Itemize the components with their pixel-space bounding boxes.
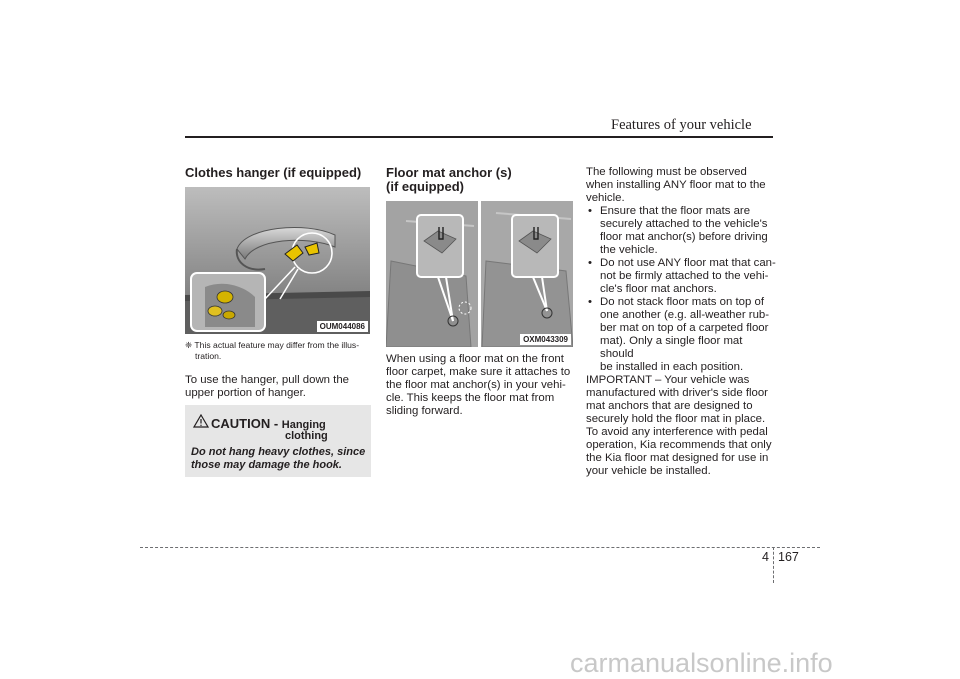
text-line: securely hold the floor mat in place. (586, 413, 766, 425)
text-line: Do not hang heavy clothes, since (191, 446, 366, 458)
text-line: To avoid any interference with pedal (586, 426, 768, 438)
floor-mat-instructions (586, 166, 776, 478)
caution-subject-line-2: clothing (285, 430, 328, 442)
text-line: • Ensure that the floor mats are (600, 205, 751, 217)
text-line: your vehicle be installed. (586, 465, 711, 477)
clothes-hanger-heading: Clothes hanger (if equipped) (185, 165, 362, 180)
caution-box (185, 405, 371, 477)
bullet-item (586, 205, 776, 257)
text-line: not be firmly attached to the vehi- (600, 270, 769, 282)
footer-dashed-rule (140, 547, 820, 548)
text-line: the Kia floor mat designed for use in (586, 452, 769, 464)
important-paragraph (586, 374, 776, 478)
text-line: be installed in each position. (600, 361, 744, 373)
clothes-hanger-illustration (185, 187, 370, 334)
caution-text (191, 446, 365, 471)
floor-mat-illustration (386, 201, 573, 347)
clothes-hanger-paragraph (185, 374, 371, 400)
text-line: sliding forward. (386, 405, 463, 417)
caution-label: CAUTION - (211, 416, 282, 431)
text-line: securely attached to the vehicle's (600, 218, 768, 230)
text-line: When using a floor mat on the front (386, 353, 564, 365)
warning-triangle-icon (193, 414, 209, 428)
caution-subject: Hanging (281, 419, 326, 431)
floor-mat-paragraph (386, 353, 574, 418)
image-code-floor-mat: OXM043309 (520, 334, 571, 345)
text-line: those may damage the hook. (191, 458, 342, 471)
page-number: 167 (778, 550, 799, 564)
section-title: Features of your vehicle (611, 117, 752, 133)
text-line: floor carpet, make sure it attaches to (386, 366, 571, 378)
text-line: the vehicle. (600, 244, 658, 256)
floor-mat-heading (386, 166, 512, 194)
text-line: mat anchors that are designed to (586, 400, 753, 412)
image-code-clothes-hanger: OUM044086 (317, 321, 368, 332)
watermark: carmanualsonline.info (570, 648, 833, 678)
text-line: operation, Kia recommends that only (586, 439, 772, 451)
text-line: The following must be observed (586, 166, 747, 178)
text-line: mat). Only a single floor mat should (600, 335, 743, 360)
text-line: • Do not stack floor mats on top of (600, 296, 764, 308)
text-line: floor mat anchor(s) before driving (600, 231, 768, 243)
heading-line: (if equipped) (386, 179, 464, 194)
footer-dashed-divider (773, 547, 774, 583)
text-line: upper portion of hanger. (185, 387, 306, 399)
text-line: one another (e.g. all-weather rub- (600, 309, 770, 321)
bullet-item (586, 257, 776, 296)
note-line-2: tration. (195, 351, 222, 361)
floor-mat-photo (386, 201, 573, 347)
text-line: IMPORTANT – Your vehicle was (586, 374, 750, 386)
text-line: when installing ANY floor mat to the (586, 179, 766, 191)
text-line: To use the hanger, pull down the (185, 374, 350, 386)
note-line-1: ❈ This actual feature may differ from the illus- (185, 340, 360, 350)
text-line: manufactured with driver's side floor (586, 387, 768, 399)
intro-paragraph (586, 166, 776, 205)
text-line: cle. This keeps the floor mat from (386, 392, 555, 404)
hanger-photo (185, 187, 370, 334)
illustration-note (185, 340, 371, 362)
text-line: • Do not use ANY floor mat that can- (600, 257, 776, 269)
text-line: ber mat on top of a carpeted floor (600, 322, 769, 334)
text-line: cle's floor mat anchors. (600, 283, 717, 295)
chapter-number: 4 (762, 550, 769, 564)
text-line: the floor mat anchor(s) in your vehi- (386, 379, 566, 391)
bullet-item (586, 296, 776, 374)
heading-line: Floor mat anchor (s) (386, 165, 512, 180)
header-rule (185, 136, 773, 138)
text-line: vehicle. (586, 192, 625, 204)
